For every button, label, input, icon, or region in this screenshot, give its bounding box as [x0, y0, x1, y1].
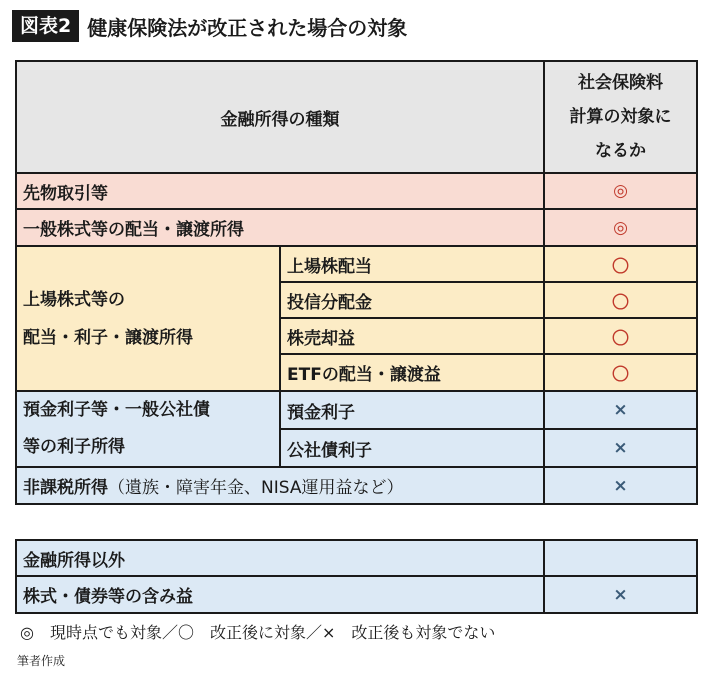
figure-badge: 図表2	[12, 10, 79, 42]
group-deposit-line-1: 預金利子等・一般公社債	[23, 400, 210, 420]
row-bond-interest-mark: ×	[544, 429, 697, 467]
row-general-stock-label: 一般株式等の配当・譲渡所得	[16, 209, 544, 246]
income-table	[15, 60, 698, 505]
header-line-1: 社会保険料	[578, 73, 663, 93]
row-bond-interest-label: 公社債利子	[280, 429, 544, 467]
row-stock-gain-label: 株売却益	[280, 318, 544, 354]
row-deposit-mark: ×	[544, 391, 697, 429]
figure-title: 健康保険法が改正された場合の対象	[87, 15, 408, 40]
row-general-stock-mark: ◎	[544, 209, 697, 246]
group-deposit-interest	[16, 391, 280, 467]
row-etf-label: ETFの配当・譲渡益	[280, 354, 544, 391]
group-deposit-line-2: 等の利子所得	[23, 437, 125, 457]
header-premium-target	[544, 61, 697, 173]
row-listed-dividend-mark: 〇	[544, 246, 697, 282]
row-nontaxable-detail: （遺族・障害年金、NISA運用益など）	[108, 478, 404, 498]
header-income-type: 金融所得の種類	[16, 61, 544, 173]
group-listed-line-2: 配当・利子・譲渡所得	[23, 327, 193, 348]
row-non-financial-label: 金融所得以外	[16, 540, 544, 576]
row-unrealized-gain-label: 株式・債券等の含み益	[16, 576, 544, 613]
header-line-2: 計算の対象に	[569, 107, 672, 127]
row-fund-distribution-label: 投信分配金	[280, 282, 544, 318]
row-nontaxable-label: 非課税所得	[23, 478, 108, 498]
legend: ◎ 現時点でも対象／〇 改正後に対象／× 改正後も対象でない	[20, 623, 496, 642]
group-listed-stock	[16, 246, 280, 391]
row-stock-gain-mark: 〇	[544, 318, 697, 354]
group-listed-line-1: 上場株式等の	[23, 289, 125, 310]
row-futures-mark: ◎	[544, 173, 697, 209]
row-fund-distribution-mark: 〇	[544, 282, 697, 318]
figure-title-row	[12, 10, 407, 42]
row-unrealized-gain-mark: ×	[544, 576, 697, 613]
row-futures-label: 先物取引等	[16, 173, 544, 209]
row-nontaxable	[16, 467, 544, 504]
source-note: 筆者作成	[17, 654, 66, 668]
row-listed-dividend-label: 上場株配当	[280, 246, 544, 282]
row-nontaxable-mark: ×	[544, 467, 697, 504]
header-line-3: なるか	[595, 141, 646, 161]
other-income-table	[15, 539, 698, 614]
row-non-financial-mark	[544, 540, 697, 576]
row-etf-mark: 〇	[544, 354, 697, 391]
row-deposit-label: 預金利子	[280, 391, 544, 429]
